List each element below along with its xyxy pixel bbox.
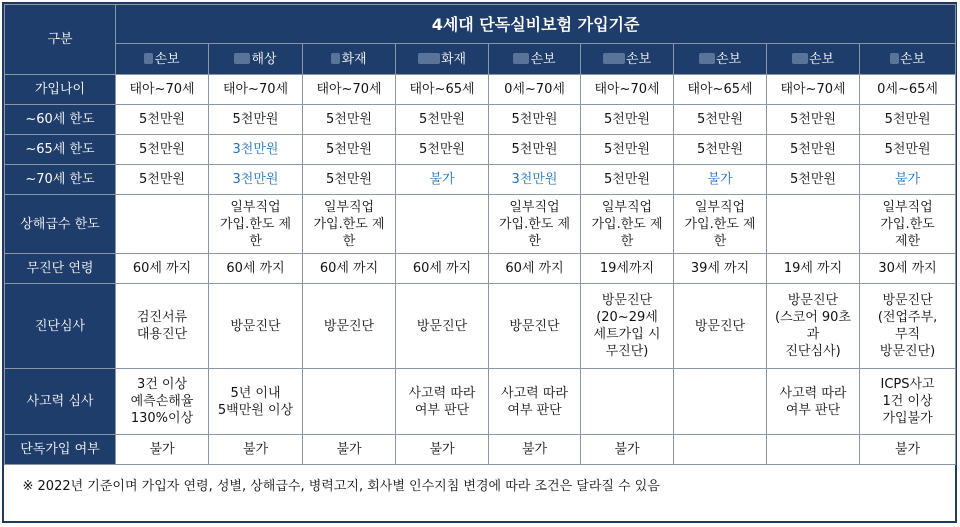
company-header-1 [116,44,209,75]
table-cell: 태아~65세 [674,75,767,105]
redacted-name-mask [418,53,440,64]
table-cell: 60세 까지 [116,254,209,284]
company-header-5 [489,44,581,75]
table-cell: 일부직업 가입.한도 제 한 [674,195,767,254]
table-cell: 5천만원 [396,135,489,165]
table-cell: 5천만원 [581,165,674,195]
table-cell: 일부직업 가입.한도 제 한 [209,195,303,254]
table-cell [303,369,396,435]
table-cell: 불가 [209,435,303,465]
table-cell: 불가 [303,435,396,465]
table-cell: 5천만원 [303,165,396,195]
row-label: 무진단 연령 [5,254,116,284]
table-cell: 5천만원 [116,165,209,195]
table-cell: 60세 까지 [303,254,396,284]
table-cell: 5천만원 [303,135,396,165]
table-cell: 방문진단 (전업주부, 무직 방문진단) [860,284,956,369]
redacted-name-mask [699,53,715,64]
company-header-2 [209,44,303,75]
company-header-3 [303,44,396,75]
table-cell: 불가 [396,165,489,195]
table-cell: 19세까지 [581,254,674,284]
title-row [5,5,956,44]
company-name: 손보 [715,51,742,67]
row-medical-exam [5,284,956,369]
redacted-name-mask [513,53,529,64]
table-cell: 불가 [116,435,209,465]
company-name: 화재 [440,51,467,67]
table-cell: 3천만원 [209,135,303,165]
table-cell: 태아~70세 [116,75,209,105]
table-cell: 검진서류 대용진단 [116,284,209,369]
table-cell: 5천만원 [860,135,956,165]
row-label: 진단심사 [5,284,116,369]
table-cell: 60세 까지 [209,254,303,284]
table-cell: 방문진단 [209,284,303,369]
table-cell: 5천만원 [489,105,581,135]
row-injury-grade-limit [5,195,956,254]
table-cell: 5천만원 [116,105,209,135]
table-cell [396,195,489,254]
table-cell: 불가 [489,435,581,465]
table-cell: 일부직업 가입.한도 제 한 [489,195,581,254]
table-cell: 태아~70세 [767,75,860,105]
company-name: 손보 [808,51,835,67]
table-cell: 태아~70세 [303,75,396,105]
table-cell: 5천만원 [767,105,860,135]
table-cell: 5천만원 [860,105,956,135]
table-cell: 불가 [674,165,767,195]
company-name: 해상 [251,51,277,67]
row-header-label: 구분 [5,5,116,75]
redacted-name-mask [234,53,250,64]
table-cell: 방문진단 [396,284,489,369]
table-cell [674,369,767,435]
table-cell [674,435,767,465]
table-cell: 불가 [860,165,956,195]
row-label: ~65세 한도 [5,135,116,165]
table-cell: 사고력 따라 여부 판단 [489,369,581,435]
table-cell: 39세 까지 [674,254,767,284]
table-cell: 60세 까지 [396,254,489,284]
redacted-name-mask [890,53,899,64]
row-join-age [5,75,956,105]
table-cell: 3천만원 [489,165,581,195]
row-label: ~70세 한도 [5,165,116,195]
table-cell: 5년 이내 5백만원 이상 [209,369,303,435]
table-cell: 방문진단 [303,284,396,369]
row-label: 가입나이 [5,75,116,105]
table-cell: 3건 이상 예측손해율 130%이상 [116,369,209,435]
table-cell: 5천만원 [209,105,303,135]
table-cell [767,195,860,254]
table-cell: 5천만원 [489,135,581,165]
table-cell: 5천만원 [674,135,767,165]
row-limit-65 [5,135,956,165]
footnote: ※ 2022년 기준이며 가입자 연령, 성별, 상해급수, 병력고지, 회사별 인수지침 변경에 따라 조건은 달라질 수 있음 [5,465,956,508]
table-cell: 일부직업 가입.한도 제한 [860,195,956,254]
table-cell: 5천만원 [581,105,674,135]
table-cell: 19세 까지 [767,254,860,284]
table-cell: 태아~65세 [396,75,489,105]
table-cell: 5천만원 [767,165,860,195]
table-cell: 60세 까지 [489,254,581,284]
company-header-9 [860,44,956,75]
company-header-8 [767,44,860,75]
table-cell: 사고력 따라 여부 판단 [767,369,860,435]
company-header-6 [581,44,674,75]
table-cell: 5천만원 [396,105,489,135]
row-label: 상해급수 한도 [5,195,116,254]
company-header-7 [674,44,767,75]
table-cell: 3천만원 [209,165,303,195]
table-cell: 사고력 따라 여부 판단 [396,369,489,435]
row-no-exam-age [5,254,956,284]
table-cell: 5천만원 [581,135,674,165]
company-header-row [5,44,956,75]
redacted-name-mask [792,53,808,64]
table-cell: 방문진단 [674,284,767,369]
table-cell: 불가 [396,435,489,465]
row-standalone-join [5,435,956,465]
table-cell: 5천만원 [116,135,209,165]
row-label: 단독가입 여부 [5,435,116,465]
table-cell: 방문진단 [489,284,581,369]
row-label: 사고력 심사 [5,369,116,435]
company-header-4 [396,44,489,75]
row-limit-60 [5,105,956,135]
insurance-comparison-table [4,4,956,508]
table-cell: 일부직업 가입.한도 제 한 [581,195,674,254]
table-cell: 5천만원 [674,105,767,135]
table-cell: ICPS사고 1건 이상 가입불가 [860,369,956,435]
table-cell: 0세~65세 [860,75,956,105]
table-cell: 5천만원 [303,105,396,135]
company-name: 손보 [625,51,652,67]
redacted-name-mask [331,53,340,64]
table-cell: 태아~70세 [209,75,303,105]
table-title: 4세대 단독실비보험 가입기준 [116,5,956,44]
row-accident-review [5,369,956,435]
table-cell: 5천만원 [767,135,860,165]
company-name: 손보 [900,51,926,67]
company-name: 손보 [154,51,180,67]
company-name: 손보 [530,51,556,67]
table-cell: 방문진단 (스코어 90초 과 진단심사) [767,284,860,369]
table-cell: 태아~70세 [581,75,674,105]
table-cell [581,369,674,435]
table-cell: 불가 [860,435,956,465]
table-cell [116,195,209,254]
redacted-name-mask [144,53,153,64]
row-label: ~60세 한도 [5,105,116,135]
table-cell: 방문진단 (20~29세 세트가입 시 무진단) [581,284,674,369]
row-limit-70 [5,165,956,195]
table-cell: 30세 까지 [860,254,956,284]
table-cell: 0세~70세 [489,75,581,105]
table-cell: 일부직업 가입.한도 제 한 [303,195,396,254]
company-name: 화재 [341,51,367,67]
redacted-name-mask [603,53,625,64]
table-cell [767,435,860,465]
table-cell: 불가 [581,435,674,465]
